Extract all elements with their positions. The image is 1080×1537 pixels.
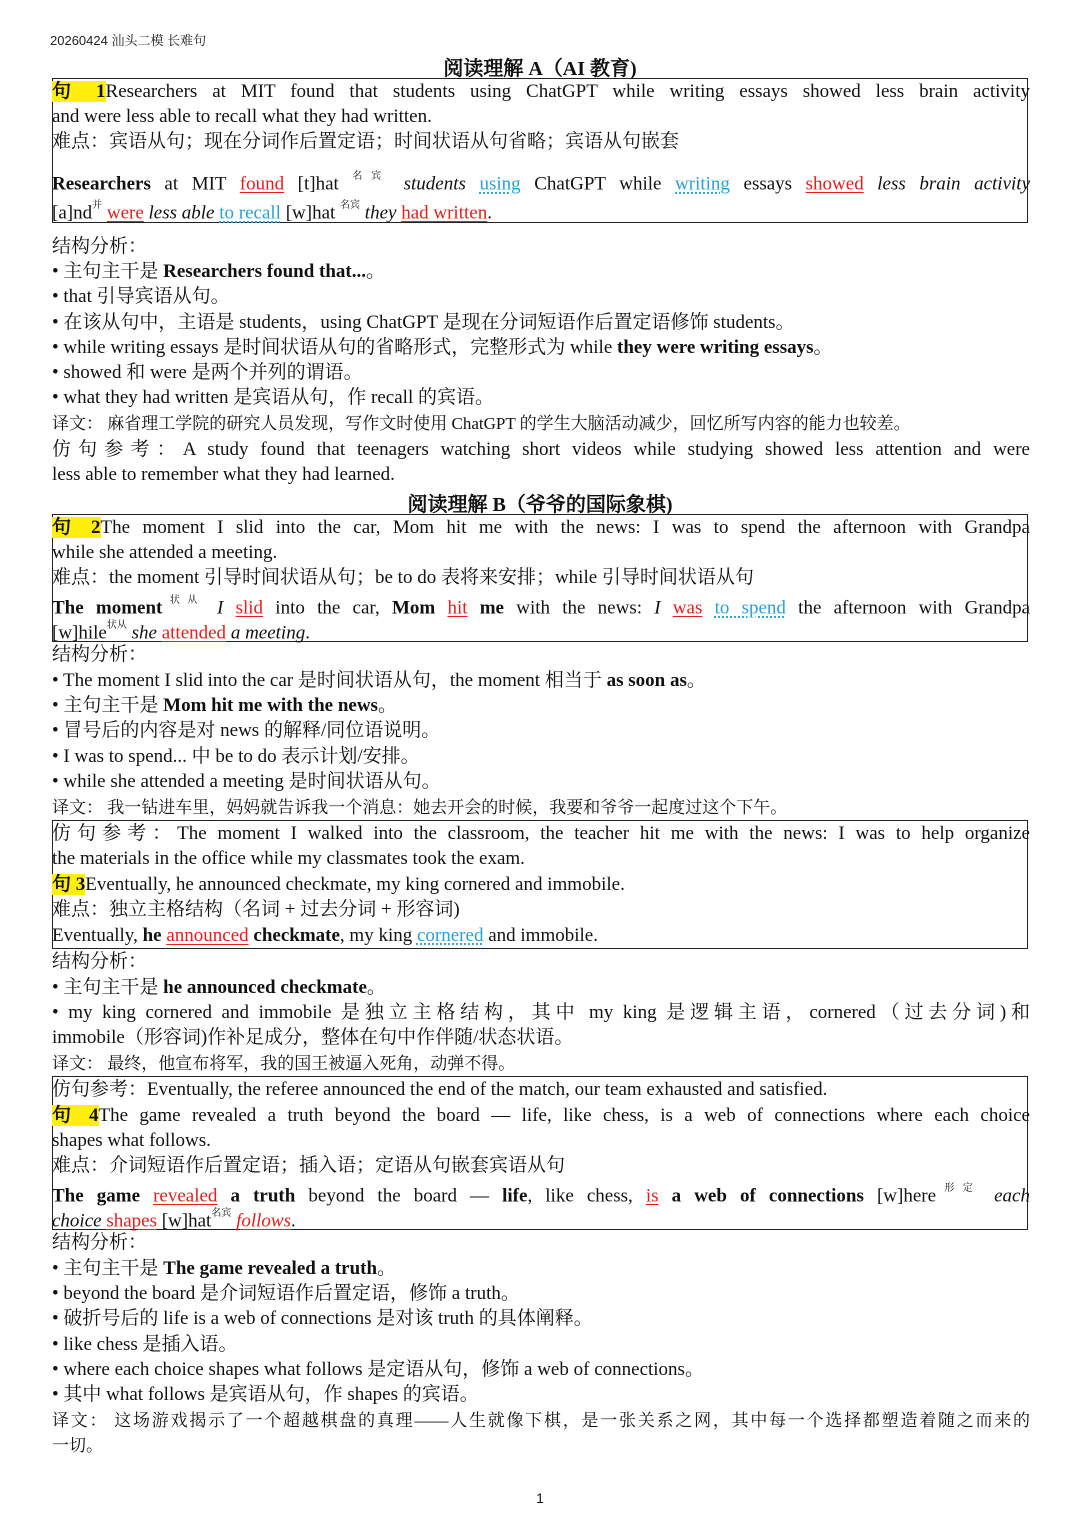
sentence-4-annotated-line-2: choice shapes [w]hat$^{名宾}$ follows. xyxy=(52,1208,296,1232)
sentence-3-line xyxy=(52,873,1030,897)
section-b-title: 阅读理解 B（爷爷的国际象棋) xyxy=(407,494,673,516)
s4-analysis-2: • beyond the board 是介词短语作后置定语，修饰 a truth。 xyxy=(52,1283,520,1304)
sentence-2-annotated-line-1: The moment$^{状从}$ I slid into the car, Mom hit me with the news: I was to spend the afternoon with Grandpa xyxy=(52,595,1030,619)
s3-analysis-title: 结构分析： xyxy=(52,951,148,972)
s4-translation-line-2: 一切。 xyxy=(52,1436,103,1455)
section-a-title: 阅读理解 A（AI 教育) xyxy=(443,58,637,80)
sentence-1-annotated-line-1: Researchers at MIT found [t]hat $^{名宾}$ students using ChatGPT while writing essays showed less brain activity xyxy=(52,171,1030,195)
s4-analysis-title: 结构分析： xyxy=(52,1232,148,1253)
s4-analysis-6: • 其中 what follows 是宾语从句，作 shapes 的宾语。 xyxy=(52,1384,479,1405)
sentence-1-line-2: and were less able to recall what they had written. xyxy=(52,106,432,127)
sentence-1-annotated-line-2: $[a]nd^并$ were less able to recall [w]hat $^{名宾}$ they had written. xyxy=(52,200,492,224)
s2-reference-line-1: 仿句参考：The moment I walked into the classroom, the teacher hit me with the news: I was to help organize xyxy=(52,823,1030,844)
sentence-1-tag: 句 1 xyxy=(52,81,106,102)
s1-reference-line-2: less able to remember what they had learned. xyxy=(52,464,395,485)
s3-analysis-2-line-1: • my king cornered and immobile 是独立主格结构，其中 my king 是逻辑主语，cornered（过去分词)和 xyxy=(52,1002,1030,1023)
s2-translation: 译文： 我一钻进车里，妈妈就告诉我一个消息：她去开会的时候，我要和爷爷一起度过这个下午。 xyxy=(52,798,788,817)
s2-analysis-5: • while she attended a meeting 是时间状语从句。 xyxy=(52,771,441,792)
s1-analysis-3: • 在该从句中，主语是 students，using ChatGPT 是现在分词短语作后置定语修饰 students。 xyxy=(52,312,795,333)
s3-analysis-1: • 主句主干是 he announced checkmate。 xyxy=(52,977,386,998)
sentence-4-text: The game revealed a truth beyond the board — life, like chess, is a web of connections where each choice xyxy=(98,1105,1030,1126)
sentence-4-annotated-line-1: The game revealed a truth beyond the board — life, like chess, is a web of connections [w]here$^{形定}$ each xyxy=(52,1183,1030,1207)
s3-reference: 仿句参考：Eventually, the referee announced the end of the match, our team exhausted and satisfied. xyxy=(52,1079,828,1100)
sentence-4-line-2: shapes what follows. xyxy=(52,1130,211,1151)
sentence-4-tag: 句 4 xyxy=(52,1105,99,1126)
s2-analysis-2: • 主句主干是 Mom hit me with the news。 xyxy=(52,695,397,716)
page-number: 1 xyxy=(536,1490,544,1506)
s1-analysis-title: 结构分析： xyxy=(52,236,148,257)
sentence-4-difficulty: 难点：介词短语作后置定语；插入语；定语从句嵌套宾语从句 xyxy=(52,1155,566,1176)
sentence-2-tag: 句 2 xyxy=(52,517,101,538)
sentence-2-text: The moment I slid into the car, Mom hit me with the news: I was to spend the afternoon with Grandpa xyxy=(100,517,1030,538)
s2-analysis-4: • I was to spend... 中 be to do 表示计划/安排。 xyxy=(52,746,420,767)
s4-analysis-1: • 主句主干是 The game revealed a truth。 xyxy=(52,1258,397,1279)
s2-analysis-title: 结构分析： xyxy=(52,644,148,665)
sentence-1-line-1 xyxy=(52,80,1030,104)
sentence-1-difficulty: 难点：宾语从句；现在分词作后置定语；时间状语从句省略；宾语从句嵌套 xyxy=(52,131,680,152)
s3-translation: 译文： 最终，他宣布将军，我的国王被逼入死角，动弹不得。 xyxy=(52,1054,516,1073)
s2-analysis-1: • The moment I slid into the car 是时间状语从句，the moment 相当于 as soon as。 xyxy=(52,670,706,691)
s1-reference-line-1: 仿句参考：A study found that teenagers watching short videos while studying showed less attention and were xyxy=(52,439,1030,460)
sentence-2-line-1 xyxy=(52,516,1030,540)
sentence-1-text: Researchers at MIT found that students using ChatGPT while writing essays showed less brain activity xyxy=(105,81,1030,102)
s2-analysis-3: • 冒号后的内容是对 news 的解释/同位语说明。 xyxy=(52,720,441,741)
s4-analysis-3: • 破折号后的 life is a web of connections 是对该 truth 的具体阐释。 xyxy=(52,1308,593,1329)
s4-translation-line-1: 译文： 这场游戏揭示了一个超越棋盘的真理——人生就像下棋，是一张关系之网，其中每一个选择都塑造着随之而来的 xyxy=(52,1411,1030,1430)
sentence-4-line-1 xyxy=(52,1104,1030,1128)
s4-analysis-5: • where each choice shapes what follows 是定语从句，修饰 a web of connections。 xyxy=(52,1359,704,1380)
s1-analysis-6: • what they had written 是宾语从句，作 recall 的宾语。 xyxy=(52,387,494,408)
s1-translation: 译文： 麻省理工学院的研究人员发现，写作文时使用 ChatGPT 的学生大脑活动减少，回忆所写内容的能力也较差。 xyxy=(52,414,911,433)
s4-analysis-4: • like chess 是插入语。 xyxy=(52,1334,238,1355)
sentence-3-annotated: Eventually, he announced checkmate, my king cornered and immobile. xyxy=(52,925,598,946)
sentence-2-annotated-line-2: [w]hile$^{状从}$ she attended a meeting. xyxy=(52,620,310,644)
s1-analysis-5: • showed 和 were 是两个并列的谓语。 xyxy=(52,362,363,383)
document-header: 20260424 汕头二模 长难句 xyxy=(50,33,207,48)
sentence-3-difficulty: 难点：独立主格结构（名词 + 过去分词 + 形容词) xyxy=(52,899,460,920)
s3-analysis-2-line-2: immobile（形容词)作补足成分，整体在句中作伴随/状态状语。 xyxy=(52,1027,574,1048)
sentence-3-text: Eventually, he announced checkmate, my king cornered and immobile. xyxy=(85,874,625,895)
sentence-3-tag: 句 3 xyxy=(52,874,86,895)
sentence-2-line-2: while she attended a meeting. xyxy=(52,542,278,563)
s1-analysis-1: • 主句主干是 Researchers found that...。 xyxy=(52,261,386,282)
s1-analysis-4: • while writing essays 是时间状语从句的省略形式，完整形式为 while they were writing essays。 xyxy=(52,337,833,358)
s2-reference-line-2: the materials in the office while my classmates took the exam. xyxy=(52,848,525,869)
sentence-2-difficulty: 难点：the moment 引导时间状语从句；be to do 表将来安排；while 引导时间状语从句 xyxy=(52,567,754,588)
s1-analysis-2: • that 引导宾语从句。 xyxy=(52,286,230,307)
